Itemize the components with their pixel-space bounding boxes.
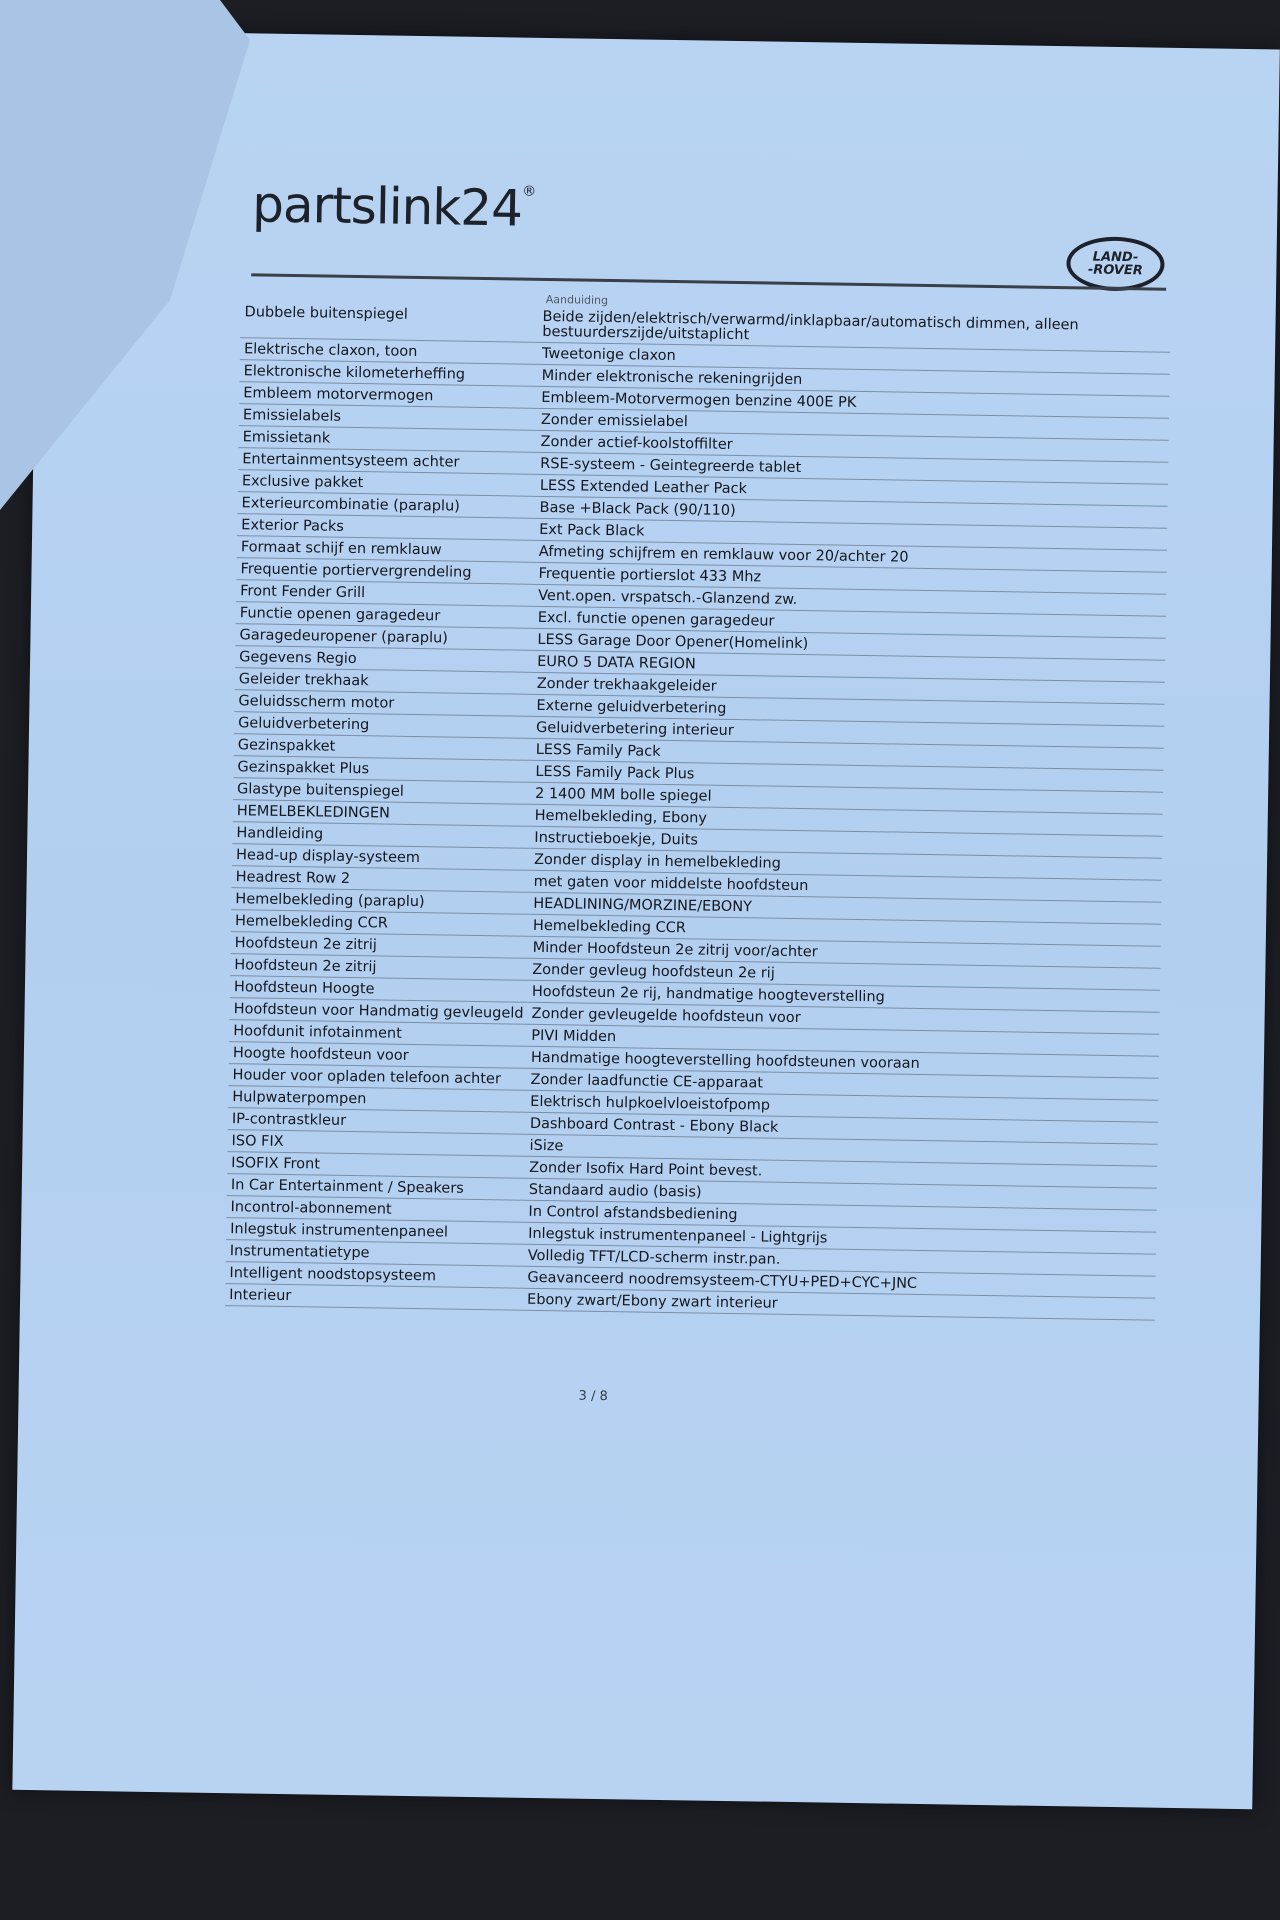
row-label: Hemelbekleding (paraplu) <box>231 888 529 915</box>
spec-table <box>225 301 1171 1320</box>
row-label: Interieur <box>225 1284 523 1311</box>
row-label: Exterior Packs <box>237 514 535 541</box>
row-label: Front Fender Grill <box>236 580 534 607</box>
land-rover-badge <box>1066 236 1165 292</box>
logo-text: partslink24 <box>251 175 523 238</box>
row-label: Inlegstuk instrumentenpaneel <box>226 1218 524 1245</box>
row-value: Beide zijden/elektrisch/verwarmd/inklapbaar/automatisch dimmen, alleen bestuurderszijde/uitstaplicht <box>538 306 1170 352</box>
row-value: Base +Black Pack (90/110) <box>535 496 1167 528</box>
row-label: Intelligent noodstopsysteem <box>225 1262 523 1289</box>
row-value: 2 1400 MM bolle spiegel <box>531 782 1163 814</box>
row-value: Embleem-Motorvermogen benzine 400E PK <box>537 386 1169 418</box>
row-label: Handleiding <box>232 822 530 849</box>
row-label: Exterieurcombinatie (paraplu) <box>237 492 535 519</box>
row-value: Zonder trekhaakgeleider <box>533 672 1165 704</box>
row-label: ISOFIX Front <box>227 1152 525 1179</box>
row-label: Exclusive pakket <box>238 470 536 497</box>
row-value: LESS Garage Door Opener(Homelink) <box>533 628 1165 660</box>
row-value: Zonder gevleugelde hoofdsteun voor <box>527 1002 1159 1034</box>
row-label: Emissielabels <box>239 404 537 431</box>
row-label: Hoogte hoofdsteun voor <box>229 1042 527 1069</box>
row-label: Hoofdsteun 2e zitrij <box>230 954 528 981</box>
row-value: Minder elektronische rekeningrijden <box>537 364 1169 396</box>
row-value: Tweetonige claxon <box>538 342 1170 374</box>
row-value: Standaard audio (basis) <box>525 1178 1157 1210</box>
badge-line-1: LAND- <box>1092 249 1139 266</box>
row-value: met gaten voor middelste hoofdsteun <box>530 870 1162 902</box>
row-label: Emissietank <box>238 426 536 453</box>
row-label: In Car Entertainment / Speakers <box>227 1174 525 1201</box>
row-label: Glastype buitenspiegel <box>233 778 531 805</box>
row-value: Handmatige hoogteverstelling hoofdsteunen vooraan <box>527 1046 1159 1078</box>
row-label: Gegevens Regio <box>235 646 533 673</box>
row-label: ISO FIX <box>227 1130 525 1157</box>
row-label: Functie openen garagedeur <box>236 602 534 629</box>
row-value: Vent.open. vrspatsch.-Glanzend zw. <box>534 584 1166 616</box>
row-label: Hulpwaterpompen <box>228 1086 526 1113</box>
row-value: LESS Family Pack Plus <box>531 760 1163 792</box>
row-label: Headrest Row 2 <box>232 866 530 893</box>
registered-mark: ® <box>522 183 536 200</box>
row-value: HEADLINING/MORZINE/EBONY <box>529 892 1161 924</box>
row-label: Geluidsscherm motor <box>234 690 532 717</box>
row-value: Zonder display in hemelbekleding <box>530 848 1162 880</box>
row-value: Geavanceerd noodremsysteem-CTYU+PED+CYC+JNC <box>523 1266 1155 1298</box>
row-label: Geluidverbetering <box>234 712 532 739</box>
row-value: Hoofdsteun 2e rij, handmatige hoogteverstelling <box>528 980 1160 1012</box>
row-value: Inlegstuk instrumentenpaneel - Lightgrijs <box>524 1222 1156 1254</box>
row-value: Externe geluidverbetering <box>532 694 1164 726</box>
row-value: Excl. functie openen garagedeur <box>534 606 1166 638</box>
row-label: Hoofdsteun Hoogte <box>230 976 528 1003</box>
row-value: Frequentie portierslot 433 Mhz <box>534 562 1166 594</box>
row-label: Hoofdsteun voor Handmatig gevleugeld <box>229 998 527 1025</box>
row-label: Elektronische kilometerheffing <box>240 360 538 387</box>
row-label: Incontrol-abonnement <box>226 1196 524 1223</box>
row-label: Entertainmentsysteem achter <box>238 448 536 475</box>
row-label: Embleem motorvermogen <box>239 382 537 409</box>
row-value: Hemelbekleding CCR <box>529 914 1161 946</box>
row-value: Ext Pack Black <box>535 518 1167 550</box>
row-label: Hoofdunit infotainment <box>229 1020 527 1047</box>
row-label: Garagedeuropener (paraplu) <box>235 624 533 651</box>
row-value: Zonder laadfunctie CE-apparaat <box>526 1068 1158 1100</box>
row-label: Houder voor opladen telefoon achter <box>228 1064 526 1091</box>
badge-line-2: -ROVER <box>1087 262 1143 279</box>
row-label: Elektrische claxon, toon <box>240 338 538 365</box>
row-value: PIVI Midden <box>527 1024 1159 1056</box>
row-value: LESS Extended Leather Pack <box>536 474 1168 506</box>
row-value: Zonder Isofix Hard Point bevest. <box>525 1156 1157 1188</box>
column-heading: Aanduiding <box>545 292 609 307</box>
row-value: Afmeting schijfrem en remklauw voor 20/achter 20 <box>535 540 1167 572</box>
row-label: Instrumentatietype <box>226 1240 524 1267</box>
row-value: Dashboard Contrast - Ebony Black <box>526 1112 1158 1144</box>
document-page <box>12 30 1279 1809</box>
header-rule <box>251 273 1166 290</box>
row-label: Dubbele buitenspiegel <box>240 301 539 342</box>
row-value: Elektrisch hulpkoelvloeistofpomp <box>526 1090 1158 1122</box>
row-label: Geleider trekhaak <box>235 668 533 695</box>
row-label: HEMELBEKLEDINGEN <box>233 800 531 827</box>
row-value: Zonder emissielabel <box>537 408 1169 440</box>
row-label: Hemelbekleding CCR <box>231 910 529 937</box>
row-value: Zonder actief-koolstoffilter <box>536 430 1168 462</box>
row-value: iSize <box>525 1134 1157 1166</box>
row-value: Instructieboekje, Duits <box>530 826 1162 858</box>
row-label: Hoofdsteun 2e zitrij <box>231 932 529 959</box>
row-value: EURO 5 DATA REGION <box>533 650 1165 682</box>
page-number: 3 / 8 <box>578 1388 608 1405</box>
row-value: Hemelbekleding, Ebony <box>531 804 1163 836</box>
row-value: In Control afstandsbediening <box>524 1200 1156 1232</box>
row-value: Geluidverbetering interieur <box>532 716 1164 748</box>
row-value: RSE-systeem - Geintegreerde tablet <box>536 452 1168 484</box>
row-label: Formaat schijf en remklauw <box>237 536 535 563</box>
row-label: Head-up display-systeem <box>232 844 530 871</box>
row-label: Gezinspakket <box>234 734 532 761</box>
row-value: Minder Hoofdsteun 2e zitrij voor/achter <box>528 936 1160 968</box>
row-value: Zonder gevleug hoofdsteun 2e rij <box>528 958 1160 990</box>
row-label: IP-contrastkleur <box>228 1108 526 1135</box>
partslink24-logo <box>252 175 536 237</box>
row-value: LESS Family Pack <box>532 738 1164 770</box>
row-value: Volledig TFT/LCD-scherm instr.pan. <box>524 1244 1156 1276</box>
row-value: Ebony zwart/Ebony zwart interieur <box>523 1288 1155 1320</box>
row-label: Frequentie portiervergrendeling <box>236 558 534 585</box>
row-label: Gezinspakket Plus <box>233 756 531 783</box>
